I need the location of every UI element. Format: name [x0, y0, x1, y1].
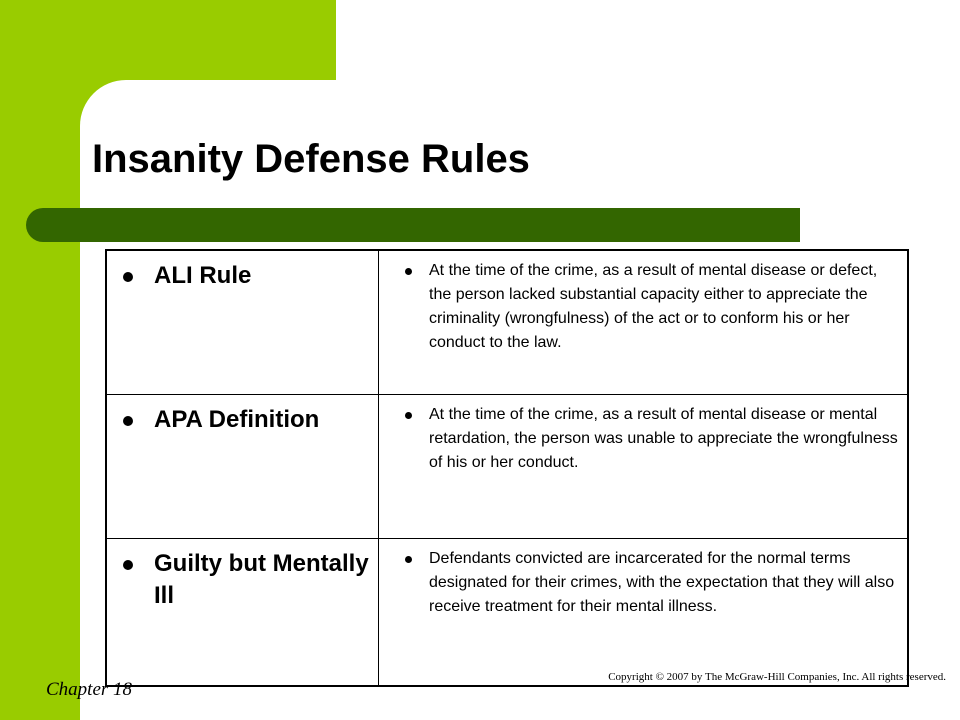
rule-description — [379, 395, 907, 475]
rule-label-text: ALI Rule — [154, 262, 252, 289]
title-underline-bar — [26, 208, 800, 242]
rule-description — [379, 539, 907, 619]
bullet-icon — [405, 412, 412, 419]
rule-description-cell — [379, 538, 909, 686]
bullet-icon — [123, 416, 133, 426]
rule-label — [107, 539, 378, 612]
bullet-icon — [123, 272, 133, 282]
rule-label-cell — [106, 538, 379, 686]
rule-description-text: Defendants convicted are incarcerated for the normal terms designated for their crimes, with the expectation that they will also receive treatment for their mental illness. — [429, 549, 895, 615]
copyright-notice: Copyright © 2007 by The McGraw-Hill Companies, Inc. All rights reserved. — [608, 671, 946, 683]
table-row — [106, 538, 908, 686]
rule-label-cell — [106, 394, 379, 538]
rule-description-text: At the time of the crime, as a result of mental disease or mental retardation, the person was unable to appreciate the wrongfulness of his or her conduct. — [429, 405, 898, 471]
rule-description-text: At the time of the crime, as a result of mental disease or defect, the person lacked substantial capacity either to appreciate the criminality (wrongfulness) of the act or to conform his or her conduct to the law. — [429, 262, 878, 351]
rules-table — [105, 249, 909, 687]
bullet-icon — [123, 560, 133, 570]
rule-label — [107, 251, 378, 292]
rule-description-cell — [379, 250, 909, 394]
chapter-label: Chapter 18 — [46, 679, 133, 700]
rule-label-text: Guilty but Mentally Ill — [154, 549, 369, 609]
bullet-icon — [405, 268, 412, 275]
rule-description — [379, 251, 907, 355]
table-row — [106, 250, 908, 394]
rule-label-cell — [106, 250, 379, 394]
rule-label — [107, 395, 378, 436]
slide-title: Insanity Defense Rules — [92, 137, 530, 181]
table-row — [106, 394, 908, 538]
bullet-icon — [405, 556, 412, 563]
rule-label-text: APA Definition — [154, 405, 320, 433]
rule-description-cell — [379, 394, 909, 538]
